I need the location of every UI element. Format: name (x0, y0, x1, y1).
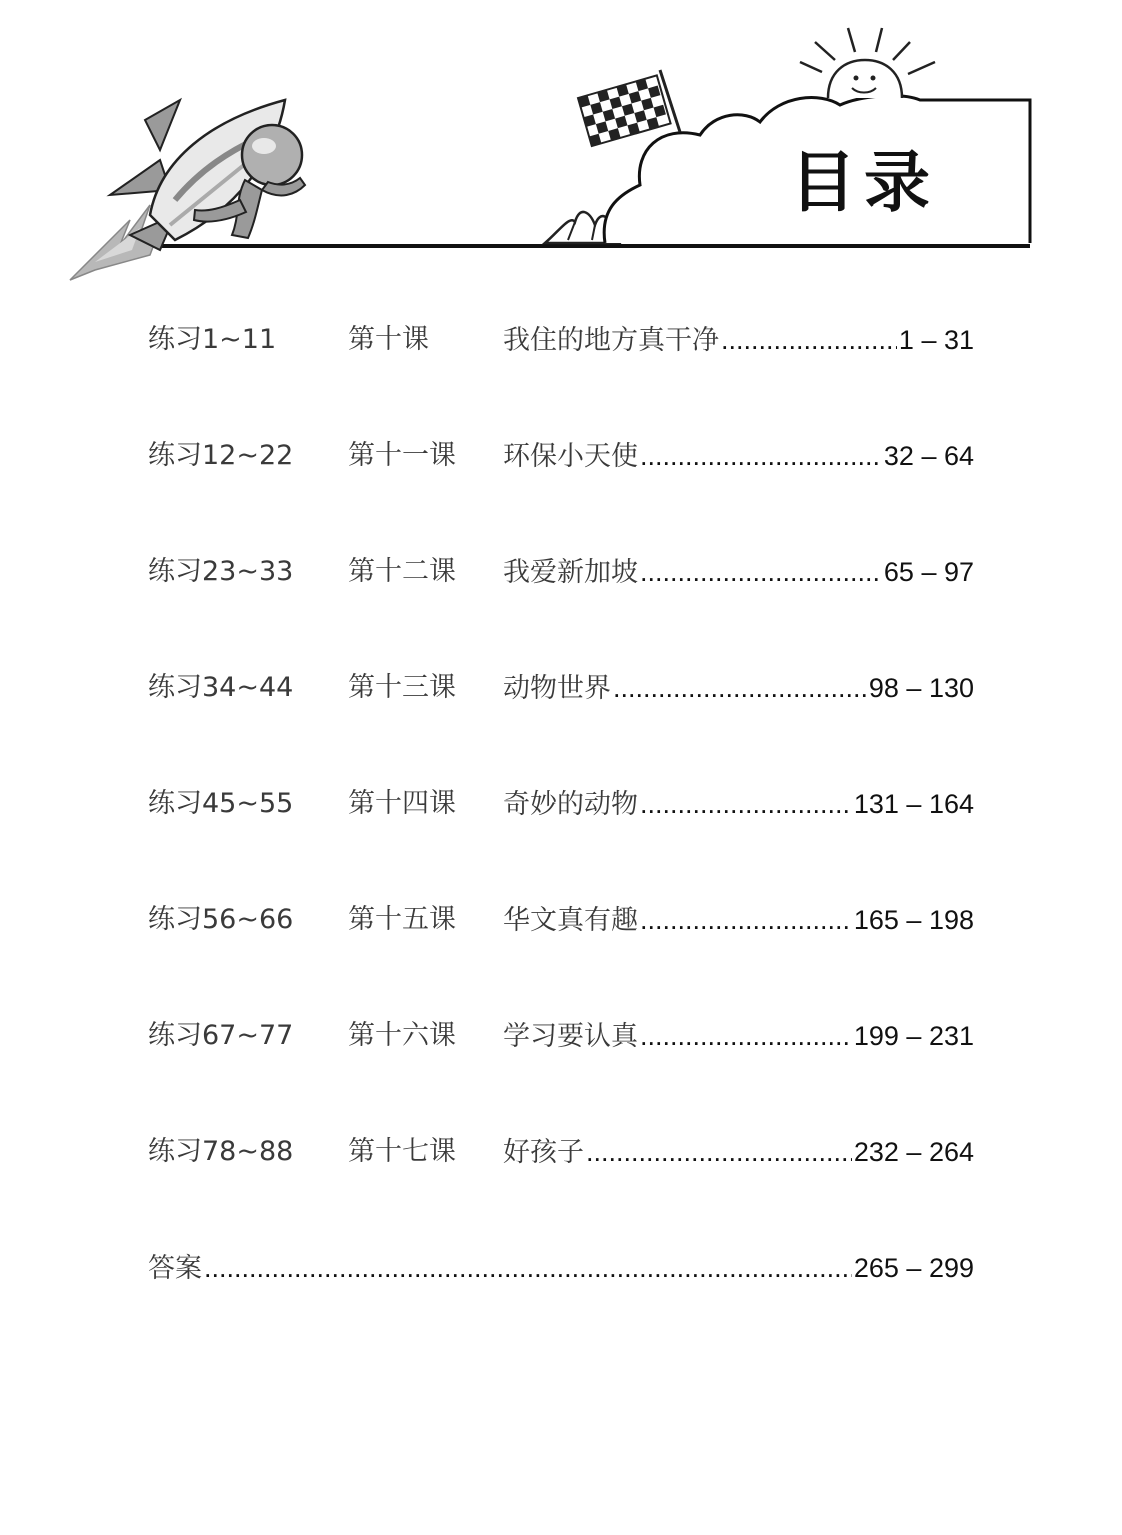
toc-entry (503, 666, 974, 711)
dot-leader (721, 318, 897, 362)
lesson-title: 动物世界 (503, 673, 611, 704)
toc-entry (503, 1130, 974, 1175)
dot-leader (640, 550, 882, 594)
smiling-sun-icon (800, 28, 935, 98)
dot-leader (613, 666, 867, 710)
exercise-range: 练习23~33 (148, 556, 294, 587)
toc-entry (148, 1246, 974, 1291)
page-range: 1 – 31 (898, 325, 974, 355)
lesson-title: 我住的地方真干净 (503, 325, 719, 356)
toc-row[interactable] (148, 318, 974, 434)
lesson-number: 第十五课 (348, 904, 456, 935)
toc-row[interactable] (148, 550, 974, 666)
toc-entry (503, 782, 974, 827)
toc-row[interactable] (148, 1130, 974, 1246)
toc-entry (503, 318, 974, 363)
dot-leader (640, 898, 852, 942)
page-range: 131 – 164 (853, 789, 974, 819)
exercise-range: 练习34~44 (148, 672, 294, 703)
lesson-title: 华文真有趣 (503, 905, 638, 936)
lesson-number: 第十三课 (348, 672, 456, 703)
lesson-number: 第十七课 (348, 1136, 456, 1167)
page-range: 65 – 97 (883, 557, 974, 587)
page-range: 265 – 299 (853, 1253, 974, 1283)
exercise-range: 练习78~88 (148, 1136, 294, 1167)
lesson-title: 环保小天使 (503, 441, 638, 472)
toc-row[interactable] (148, 666, 974, 782)
dot-leader (640, 1014, 852, 1058)
exercise-range: 练习1~11 (148, 324, 277, 355)
page-range: 199 – 231 (853, 1021, 974, 1051)
lesson-number: 第十六课 (348, 1020, 456, 1051)
lesson-title: 学习要认真 (503, 1021, 638, 1052)
exercise-range: 练习67~77 (148, 1020, 294, 1051)
toc-entry (503, 434, 974, 479)
toc-entry (503, 898, 974, 943)
dot-leader (640, 434, 882, 478)
toc-row[interactable] (148, 434, 974, 550)
toc-row[interactable] (148, 898, 974, 1014)
lesson-number: 第十四课 (348, 788, 456, 819)
dot-leader (640, 782, 852, 826)
page-range: 32 – 64 (883, 441, 974, 471)
page-range: 165 – 198 (853, 905, 974, 935)
exercise-range: 练习12~22 (148, 440, 294, 471)
lesson-number: 第十二课 (348, 556, 456, 587)
lesson-title: 我爱新加坡 (503, 557, 638, 588)
answers-title: 答案 (148, 1253, 202, 1284)
lesson-number: 第十课 (348, 324, 429, 355)
dot-leader (586, 1130, 852, 1174)
exercise-range: 练习45~55 (148, 788, 294, 819)
page-range: 98 – 130 (868, 673, 974, 703)
toc-row[interactable] (148, 1014, 974, 1130)
toc-row[interactable] (148, 782, 974, 898)
page-title: 目录 (790, 144, 938, 221)
toc-entry (503, 550, 974, 595)
dot-leader (204, 1246, 852, 1290)
table-of-contents (148, 318, 974, 1362)
lesson-number: 第十一课 (348, 440, 456, 471)
header-illustration (0, 0, 1122, 300)
page-range: 232 – 264 (853, 1137, 974, 1167)
exercise-range: 练习56~66 (148, 904, 294, 935)
toc-row-answers[interactable] (148, 1246, 974, 1362)
toc-entry (503, 1014, 974, 1059)
lesson-title: 奇妙的动物 (503, 789, 638, 820)
lesson-title: 好孩子 (503, 1137, 584, 1168)
